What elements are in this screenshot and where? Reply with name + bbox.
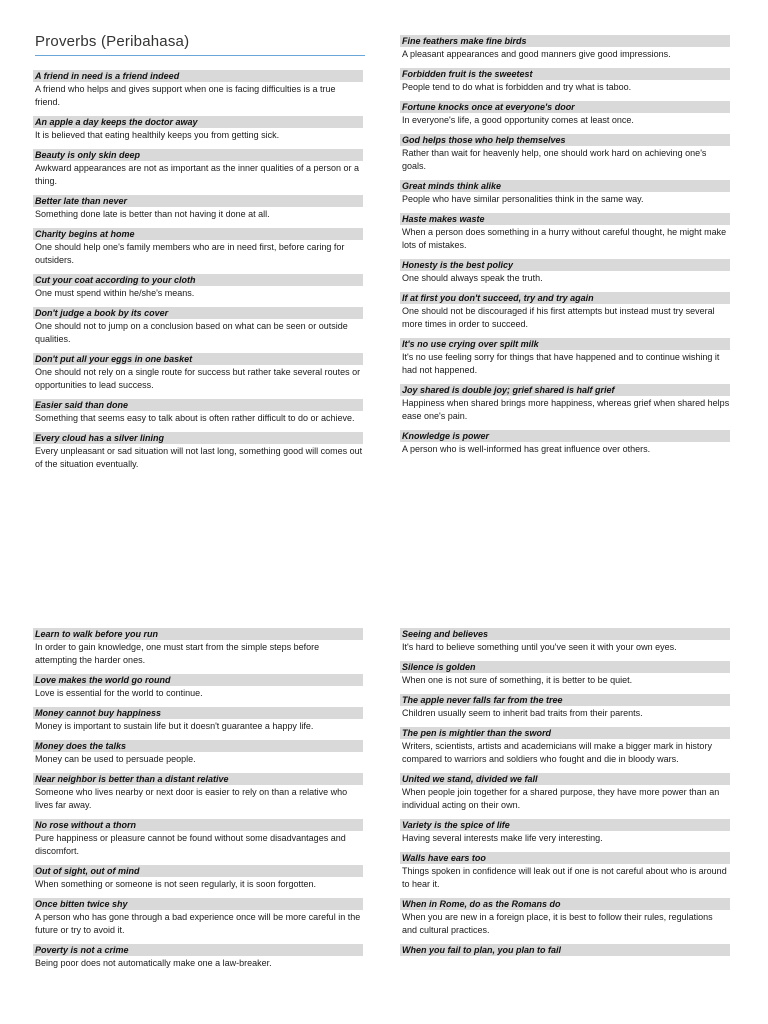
proverb-meaning: Something that seems easy to talk about is often rather difficult to do or achieve. <box>35 413 355 423</box>
proverb-meaning: When one is not sure of something, it is better to be quiet. <box>402 675 633 685</box>
proverb-entry <box>400 101 730 127</box>
proverb-heading: Don't judge a book by its cover <box>33 307 363 319</box>
proverb-entry <box>33 707 363 733</box>
proverb-entry <box>33 399 363 425</box>
proverb-heading: Cut your coat according to your cloth <box>33 274 363 286</box>
proverb-meaning: One must spend within he/she's means. <box>35 288 195 298</box>
page-title: Proverbs (Peribahasa) <box>35 33 365 56</box>
proverb-heading: When you fail to plan, you plan to fail <box>400 944 730 956</box>
proverb-meaning: A person who is well-informed has great influence over others. <box>402 444 651 454</box>
proverb-entry <box>33 432 363 471</box>
proverb-meaning: Every unpleasant or sad situation will not last long, something good will comes out of the situation eventually. <box>35 446 363 469</box>
proverb-meaning: Children usually seem to inherit bad traits from their parents. <box>402 708 643 718</box>
proverb-heading: Knowledge is power <box>400 430 730 442</box>
proverb-heading: Great minds think alike <box>400 180 730 192</box>
proverb-meaning: It's no use feeling sorry for things that have happened and to continue wishing it had not happened. <box>402 352 720 375</box>
proverb-entry <box>33 228 363 267</box>
proverb-heading: Once bitten twice shy <box>33 898 363 910</box>
proverb-entry <box>33 149 363 188</box>
proverb-entry <box>400 944 730 957</box>
proverb-meaning: People who have similar personalities think in the same way. <box>402 194 644 204</box>
proverb-heading: If at first you don't succeed, try and try again <box>400 292 730 304</box>
proverb-entry <box>400 134 730 173</box>
proverb-heading: Fine feathers make fine birds <box>400 35 730 47</box>
proverb-entry <box>400 430 730 456</box>
proverb-column-top-left <box>33 70 363 478</box>
proverb-meaning: It's hard to believe something until you've seen it with your own eyes. <box>402 642 677 652</box>
proverb-entry <box>33 865 363 891</box>
proverb-heading: The apple never falls far from the tree <box>400 694 730 706</box>
proverb-meaning: Being poor does not automatically make one a law-breaker. <box>35 958 272 968</box>
proverb-entry <box>33 353 363 392</box>
proverb-heading: Fortune knocks once at everyone's door <box>400 101 730 113</box>
proverb-meaning: Something done late is better than not having it done at all. <box>35 209 270 219</box>
proverb-entry <box>33 116 363 142</box>
proverb-entry <box>400 819 730 845</box>
proverb-heading: Love makes the world go round <box>33 674 363 686</box>
proverb-meaning: A pleasant appearances and good manners give good impressions. <box>402 49 671 59</box>
proverb-heading: Variety is the spice of life <box>400 819 730 831</box>
proverb-heading: Better late than never <box>33 195 363 207</box>
proverb-meaning: Having several interests make life very interesting. <box>402 833 603 843</box>
proverb-heading: God helps those who help themselves <box>400 134 730 146</box>
proverb-heading: No rose without a thorn <box>33 819 363 831</box>
proverb-meaning: Money can be used to persuade people. <box>35 754 196 764</box>
proverb-meaning: Things spoken in confidence will leak out if one is not careful about who is around to hear it. <box>402 866 727 889</box>
proverb-heading: When in Rome, do as the Romans do <box>400 898 730 910</box>
proverb-meaning: Happiness when shared brings more happiness, whereas grief when shared helps ease one's pain. <box>402 398 730 421</box>
proverb-heading: Walls have ears too <box>400 852 730 864</box>
proverb-meaning: Money is important to sustain life but it doesn't guarantee a happy life. <box>35 721 314 731</box>
proverb-column-bottom-left <box>33 628 363 977</box>
proverb-entry <box>400 180 730 206</box>
proverb-entry <box>33 898 363 937</box>
proverb-entry <box>400 898 730 937</box>
proverb-column-top-right <box>400 35 730 463</box>
proverb-entry <box>400 694 730 720</box>
proverb-entry <box>400 384 730 423</box>
proverb-heading: Haste makes waste <box>400 213 730 225</box>
proverb-entry <box>400 292 730 331</box>
proverb-entry <box>33 70 363 109</box>
proverb-entry <box>33 740 363 766</box>
proverb-meaning <box>400 956 730 957</box>
proverb-entry <box>33 773 363 812</box>
proverb-heading: Silence is golden <box>400 661 730 673</box>
proverb-heading: Honesty is the best policy <box>400 259 730 271</box>
proverb-heading: Joy shared is double joy; grief shared is half grief <box>400 384 730 396</box>
proverb-entry <box>400 68 730 94</box>
proverb-heading: Poverty is not a crime <box>33 944 363 956</box>
proverb-entry <box>400 727 730 766</box>
proverb-entry <box>33 307 363 346</box>
proverb-meaning: A friend who helps and gives support when one is facing difficulties is a true friend. <box>35 84 336 107</box>
proverb-meaning: When a person does something in a hurry without careful thought, he might make lots of mistakes. <box>402 227 727 250</box>
proverb-entry <box>400 628 730 654</box>
proverb-meaning: One should always speak the truth. <box>402 273 543 283</box>
proverb-heading: Money cannot buy happiness <box>33 707 363 719</box>
proverb-entry <box>400 661 730 687</box>
proverb-entry <box>33 819 363 858</box>
proverb-meaning: People tend to do what is forbidden and try what is taboo. <box>402 82 632 92</box>
proverb-entry <box>400 35 730 61</box>
proverb-meaning: A person who has gone through a bad experience once will be more careful in the future or try to avoid it. <box>35 912 361 935</box>
proverb-entry <box>400 213 730 252</box>
proverb-meaning: Awkward appearances are not as important as the inner qualities of a person or a thing. <box>35 163 360 186</box>
proverb-meaning: In order to gain knowledge, one must start from the simple steps before attempting the harder ones. <box>35 642 320 665</box>
proverb-entry <box>33 195 363 221</box>
proverb-meaning: In everyone's life, a good opportunity comes at least once. <box>402 115 634 125</box>
proverb-column-bottom-right <box>400 628 730 964</box>
proverb-entry <box>33 674 363 700</box>
proverb-heading: It's no use crying over spilt milk <box>400 338 730 350</box>
proverb-heading: Learn to walk before you run <box>33 628 363 640</box>
proverb-heading: Seeing and believes <box>400 628 730 640</box>
proverb-heading: A friend in need is a friend indeed <box>33 70 363 82</box>
proverb-heading: An apple a day keeps the doctor away <box>33 116 363 128</box>
proverb-heading: United we stand, divided we fall <box>400 773 730 785</box>
proverb-meaning: Love is essential for the world to continue. <box>35 688 203 698</box>
proverb-entry <box>400 773 730 812</box>
proverb-heading: Don't put all your eggs in one basket <box>33 353 363 365</box>
proverb-meaning: One should not be discouraged if his first attempts but instead must try several more times in order to succeed. <box>402 306 715 329</box>
proverb-meaning: When something or someone is not seen regularly, it is soon forgotten. <box>35 879 316 889</box>
proverb-heading: The pen is mightier than the sword <box>400 727 730 739</box>
proverb-meaning: One should not rely on a single route for success but rather take several routes or opportunities to lead success. <box>35 367 361 390</box>
proverb-meaning: Writers, scientists, artists and academicians will make a bigger mark in history compared to warriors and soldiers who fought and die in bloody wars. <box>402 741 712 764</box>
proverb-heading: Out of sight, out of mind <box>33 865 363 877</box>
proverb-entry <box>400 852 730 891</box>
proverb-heading: Every cloud has a silver lining <box>33 432 363 444</box>
proverb-meaning: When you are new in a foreign place, it is best to follow their rules, regulations and cultural practices. <box>402 912 713 935</box>
proverb-heading: Charity begins at home <box>33 228 363 240</box>
proverb-heading: Easier said than done <box>33 399 363 411</box>
proverb-heading: Near neighbor is better than a distant relative <box>33 773 363 785</box>
proverb-meaning: Pure happiness or pleasure cannot be found without some disadvantages and discomfort. <box>35 833 346 856</box>
proverb-heading: Money does the talks <box>33 740 363 752</box>
proverb-heading: Beauty is only skin deep <box>33 149 363 161</box>
proverb-meaning: It is believed that eating healthily keeps you from getting sick. <box>35 130 280 140</box>
proverb-entry <box>33 628 363 667</box>
proverb-entry <box>33 944 363 970</box>
proverb-entry <box>400 338 730 377</box>
proverb-meaning: Someone who lives nearby or next door is easier to rely on than a relative who lives far away. <box>35 787 348 810</box>
proverb-meaning: One should help one's family members who are in need first, before caring for outsiders. <box>35 242 345 265</box>
proverb-meaning: Rather than wait for heavenly help, one should work hard on achieving one's goals. <box>402 148 707 171</box>
proverb-meaning: One should not to jump on a conclusion based on what can be seen or outside qualities. <box>35 321 348 344</box>
proverb-entry <box>33 274 363 300</box>
proverb-meaning: When people join together for a shared purpose, they have more power than an individual acting on their own. <box>402 787 720 810</box>
proverb-heading: Forbidden fruit is the sweetest <box>400 68 730 80</box>
proverb-entry <box>400 259 730 285</box>
